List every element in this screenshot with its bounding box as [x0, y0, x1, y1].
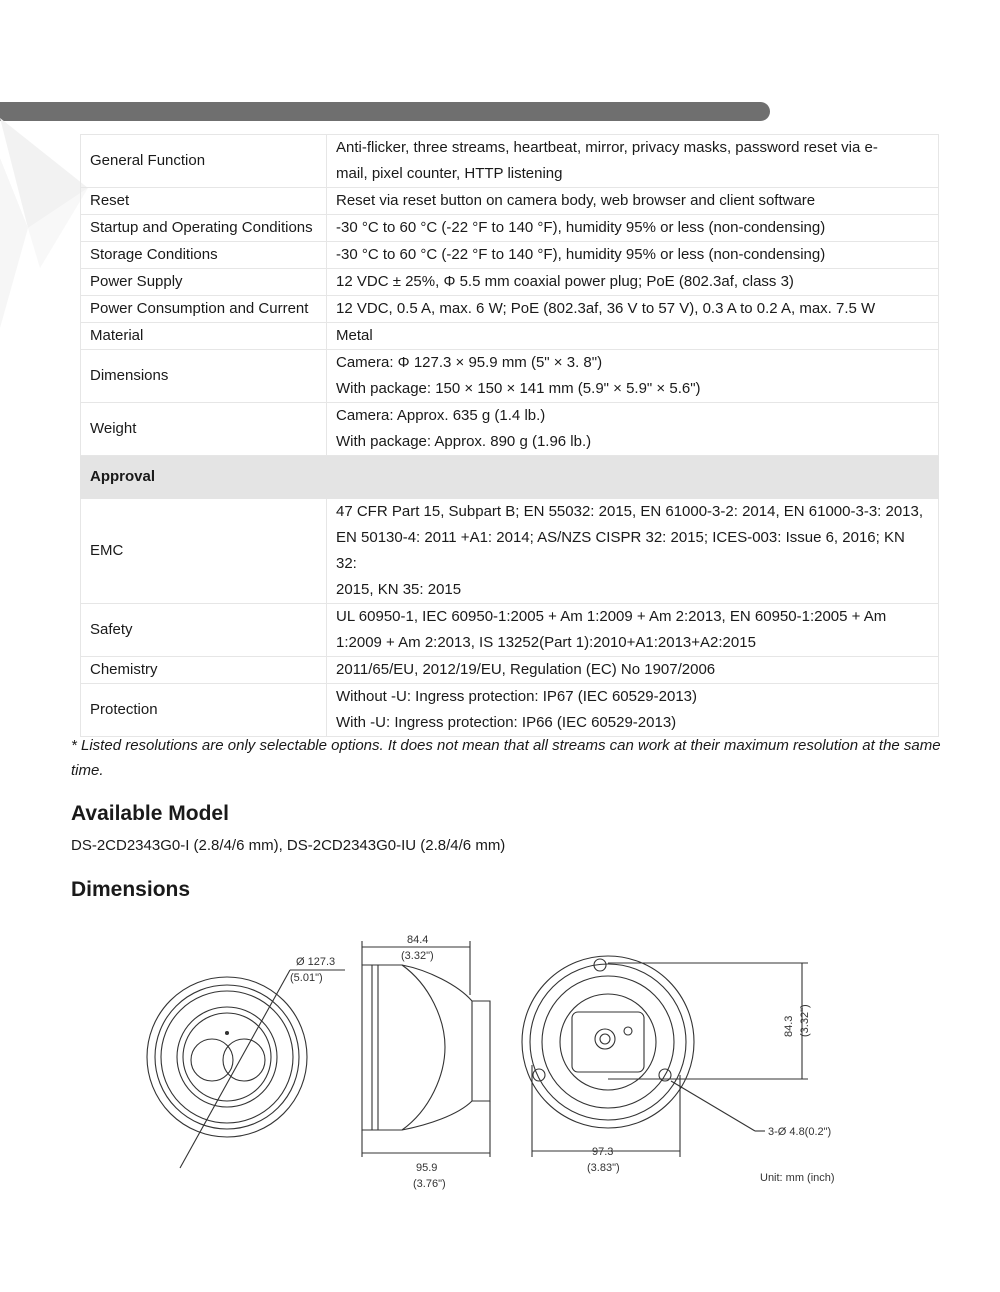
height-inch-label: (3.32") [799, 1004, 811, 1037]
spec-value [327, 684, 939, 737]
unit-label: Unit: mm (inch) [760, 1172, 835, 1184]
spec-value-line: -30 °C to 60 °C (-22 °F to 140 °F), humidity 95% or less (non-condensing) [336, 246, 826, 263]
table-row [81, 296, 939, 323]
spec-table [80, 134, 939, 737]
spec-value-line: With -U: Ingress protection: IP66 (IEC 60529-2013) [336, 714, 677, 731]
spec-value [327, 604, 939, 657]
dimension-drawing [140, 925, 880, 1200]
spec-label: EMC [81, 499, 327, 604]
table-row [81, 403, 939, 456]
top-width-inch-label: (3.32") [401, 950, 434, 962]
spec-value-line: 12 VDC ± 25%, Φ 5.5 mm coaxial power plug; PoE (802.3af, class 3) [336, 273, 794, 290]
spec-value-line: 12 VDC, 0.5 A, max. 6 W; PoE (802.3af, 36 V to 57 V), 0.3 A to 0.2 A, max. 7.5 W [336, 300, 876, 317]
base-width-label: 97.3 [592, 1146, 614, 1158]
table-row [81, 215, 939, 242]
spec-value [327, 242, 939, 269]
spec-value-line: UL 60950-1, IEC 60950-1:2005 + Am 1:2009 + Am 2:2013, EN 60950-1:2005 + Am [336, 608, 887, 625]
spec-value [327, 499, 939, 604]
spec-label: Power Consumption and Current [81, 296, 327, 323]
spec-value-line: Camera: Approx. 635 g (1.4 lb.) [336, 407, 546, 424]
spec-value-line: Without -U: Ingress protection: IP67 (IEC 60529-2013) [336, 688, 698, 705]
spec-label: Power Supply [81, 269, 327, 296]
table-row [81, 323, 939, 350]
header-bar [0, 102, 770, 121]
spec-value-line: EN 50130-4: 2011 +A1: 2014; AS/NZS CISPR 32: 2015; ICES-003: Issue 6, 2016; KN 32: [336, 529, 905, 572]
rear-view-diagram [522, 956, 808, 1157]
spec-value-line: With package: Approx. 890 g (1.96 lb.) [336, 433, 592, 450]
table-row [81, 657, 939, 684]
spec-value [327, 269, 939, 296]
spec-value-line: 2015, KN 35: 2015 [336, 581, 462, 598]
spec-value-line: 2011/65/EU, 2012/19/EU, Regulation (EC) No 1907/2006 [336, 661, 716, 678]
table-row [81, 269, 939, 296]
spec-value-line: -30 °C to 60 °C (-22 °F to 140 °F), humidity 95% or less (non-condensing) [336, 219, 826, 236]
model-list: DS-2CD2343G0-I (2.8/4/6 mm), DS-2CD2343G0-IU (2.8/4/6 mm) [71, 837, 506, 854]
spec-label: Dimensions [81, 350, 327, 403]
spec-label: Chemistry [81, 657, 327, 684]
table-row [81, 684, 939, 737]
spec-value [327, 215, 939, 242]
table-row [81, 350, 939, 403]
section-header-approval [81, 456, 939, 499]
spec-label: Weight [81, 403, 327, 456]
spec-value [327, 350, 939, 403]
spec-value [327, 657, 939, 684]
footnote: * Listed resolutions are only selectable options. It does not mean that all streams can work at their maximum resolution at the same time. [71, 737, 941, 779]
spec-label: Protection [81, 684, 327, 737]
table-row [81, 604, 939, 657]
spec-value-line: Metal [336, 327, 373, 344]
depth-label: 95.9 [416, 1162, 438, 1174]
spec-value-line: With package: 150 × 150 × 141 mm (5.9" × 5.9" × 5.6") [336, 380, 701, 397]
spec-value [327, 188, 939, 215]
front-view-diagram [147, 970, 345, 1168]
spec-value-line: 47 CFR Part 15, Subpart B; EN 55032: 2015, EN 61000-3-2: 2014, EN 61000-3-3: 2013, [336, 503, 924, 520]
spec-value-line: Camera: Φ 127.3 × 95.9 mm (5" × 3. 8") [336, 354, 603, 371]
spec-value [327, 296, 939, 323]
base-width-inch-label: (3.83") [587, 1162, 620, 1174]
spec-value [327, 135, 939, 188]
logo-watermark-icon [0, 118, 90, 338]
diameter-inch-label: (5.01") [290, 972, 323, 984]
side-view-diagram [362, 941, 490, 1157]
diameter-label: Ø 127.3 [296, 956, 336, 968]
spec-label: Safety [81, 604, 327, 657]
spec-label: Startup and Operating Conditions [81, 215, 327, 242]
dimensions-heading: Dimensions [71, 878, 191, 901]
table-row [81, 188, 939, 215]
spec-value-line: Anti-flicker, three streams, heartbeat, mirror, privacy masks, password reset via e- [336, 139, 878, 156]
height-label: 84.3 [783, 1015, 795, 1037]
holes-label: 3-Ø 4.8(0.2") [768, 1126, 832, 1138]
available-model-heading: Available Model [71, 802, 229, 825]
spec-value-line: 1:2009 + Am 2:2013, IS 13252(Part 1):2010+A1:2013+A2:2015 [336, 634, 756, 651]
spec-label: Reset [81, 188, 327, 215]
section-title: Approval [81, 456, 939, 499]
depth-inch-label: (3.76") [413, 1178, 446, 1190]
spec-value-line: mail, pixel counter, HTTP listening [336, 165, 563, 182]
spec-label: Storage Conditions [81, 242, 327, 269]
table-row [81, 499, 939, 604]
table-row [81, 135, 939, 188]
spec-label: Material [81, 323, 327, 350]
table-row [81, 242, 939, 269]
spec-value [327, 403, 939, 456]
spec-value-line: Reset via reset button on camera body, web browser and client software [336, 192, 816, 209]
spec-value [327, 323, 939, 350]
top-width-label: 84.4 [407, 934, 429, 946]
spec-label: General Function [81, 135, 327, 188]
